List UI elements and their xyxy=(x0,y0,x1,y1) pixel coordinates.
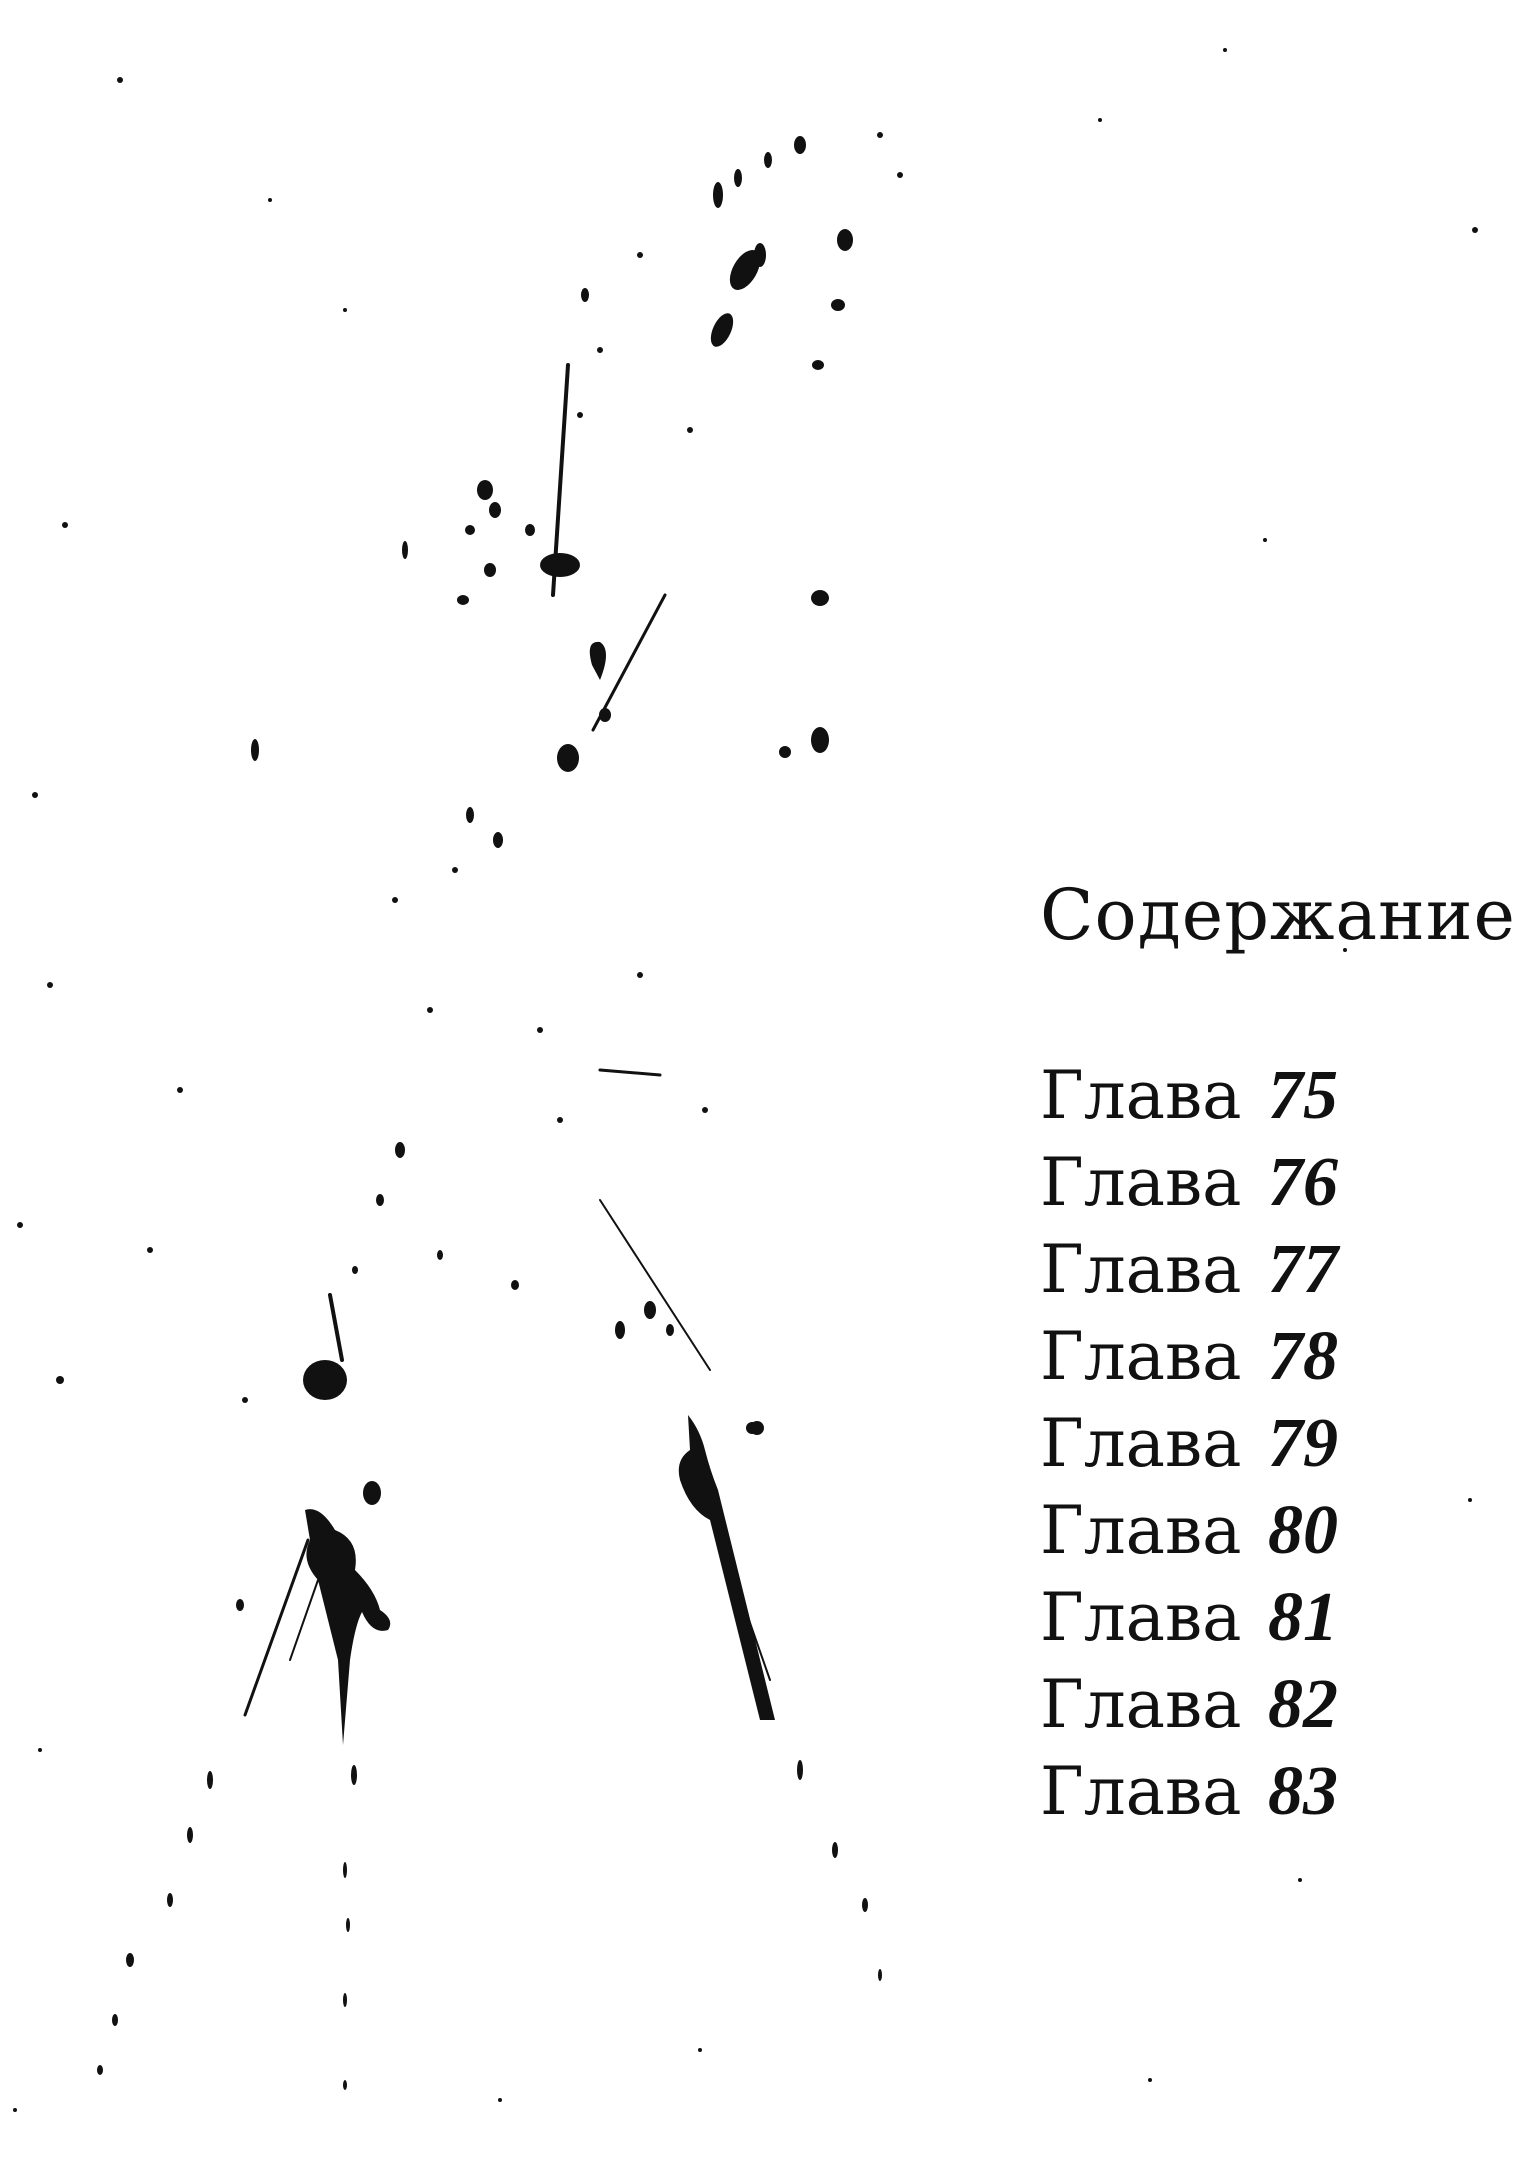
chapter-word: Глава xyxy=(1040,1057,1242,1134)
chapter-number: 79 xyxy=(1268,1405,1338,1482)
chapter-number: 83 xyxy=(1268,1753,1338,1830)
chapter-word: Глава xyxy=(1040,1405,1242,1482)
chapter-entry xyxy=(1040,1139,1480,1226)
chapter-number: 82 xyxy=(1268,1666,1338,1743)
chapter-list xyxy=(1040,1052,1480,1835)
chapter-entry xyxy=(1040,1313,1480,1400)
chapter-number: 75 xyxy=(1268,1057,1338,1134)
chapter-entry xyxy=(1040,1574,1480,1661)
chapter-word: Глава xyxy=(1040,1579,1242,1656)
chapter-number: 81 xyxy=(1268,1579,1338,1656)
chapter-word: Глава xyxy=(1040,1666,1242,1743)
toc-title: Содержание xyxy=(1040,874,1516,956)
chapter-entry xyxy=(1040,1748,1480,1835)
chapter-word: Глава xyxy=(1040,1231,1242,1308)
chapter-entry xyxy=(1040,1226,1480,1313)
chapter-entry xyxy=(1040,1487,1480,1574)
chapter-number: 80 xyxy=(1268,1492,1338,1569)
chapter-number: 78 xyxy=(1268,1318,1338,1395)
table-of-contents xyxy=(1040,870,1516,1835)
chapter-number: 76 xyxy=(1268,1144,1338,1221)
chapter-word: Глава xyxy=(1040,1492,1242,1569)
chapter-word: Глава xyxy=(1040,1753,1242,1830)
chapter-entry xyxy=(1040,1052,1480,1139)
chapter-word: Глава xyxy=(1040,1318,1242,1395)
chapter-entry xyxy=(1040,1661,1480,1748)
chapter-entry xyxy=(1040,1400,1480,1487)
chapter-word: Глава xyxy=(1040,1144,1242,1221)
chapter-number: 77 xyxy=(1268,1231,1338,1308)
